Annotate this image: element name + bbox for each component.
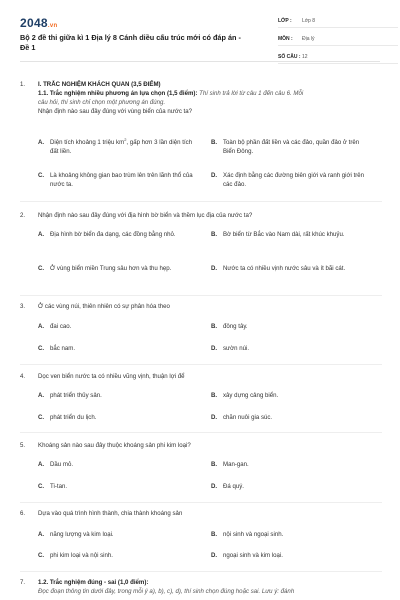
section-subtitle [38, 89, 382, 98]
option-text: phi kim loại và nội sinh. [50, 552, 113, 559]
question-number: 6. [20, 510, 26, 517]
q3-option-a[interactable] [38, 322, 198, 331]
option-text: sườn núi. [223, 345, 250, 352]
q2-option-d[interactable] [211, 264, 371, 273]
question-number: 1. [20, 81, 26, 88]
q2-option-b[interactable] [211, 230, 371, 239]
q5-option-a[interactable] [38, 460, 198, 469]
exam-meta [278, 14, 398, 68]
divider [20, 295, 382, 296]
q4-option-b[interactable] [211, 391, 371, 400]
q3-option-c[interactable] [38, 344, 198, 353]
question-7 [20, 578, 382, 596]
option-letter: C. [38, 414, 45, 421]
q4-option-d[interactable] [211, 413, 371, 422]
q6-option-a[interactable] [38, 530, 198, 539]
instruction-text: Đọc đoạn thông tin dưới đây, trong mỗi ý a), b), c), d), thí sinh chọn đúng hoặc sai. Lưu ý: đánh [38, 588, 295, 595]
section-title: I. TRẮC NGHIỆM KHÁCH QUAN (3,5 ĐIỂM) [38, 81, 161, 88]
instruction-text: Thí sinh trả lời từ câu 1 đến câu 6. Mỗi [199, 90, 304, 97]
option-letter: B. [211, 139, 218, 146]
meta-row-subject [278, 32, 398, 46]
question-number: 4. [20, 373, 26, 380]
option-text: đông tây. [223, 323, 248, 330]
meta-row-grade [278, 14, 398, 28]
divider [20, 571, 382, 572]
question-text: Nhận định nào sau đây đúng với địa hình bờ biển và thềm lục địa của nước ta? [38, 212, 253, 219]
site-logo[interactable] [20, 16, 57, 30]
option-letter: B. [211, 231, 218, 238]
option-letter: D. [211, 172, 218, 179]
option-text: Man-gan. [223, 461, 249, 468]
meta-label: LỚP : [278, 17, 292, 24]
option-text: Đá quý. [223, 483, 245, 490]
question-1 [20, 80, 382, 116]
divider [20, 201, 382, 202]
option-letter: B. [211, 323, 218, 330]
option-letter: C. [38, 483, 45, 490]
option-letter: A. [38, 139, 45, 146]
q5-option-d[interactable] [211, 482, 371, 491]
question-number: 7. [20, 579, 26, 586]
option-text: Địa hình bờ biển đa dạng, các đồng bằng nhỏ. [50, 231, 176, 238]
option-text: phát triển du lịch. [50, 414, 97, 421]
q1-option-b[interactable] [211, 138, 371, 156]
option-text: năng lượng và kim loại. [50, 531, 114, 538]
subtitle-text: 1.1. Trắc nghiệm nhiều phương án lựa chọn (1,5 điểm): [38, 90, 198, 97]
option-text: Diện tích khoảng 1 triệu $km^2$, gấp hơn 3 lần diện tích đất liền. [50, 136, 193, 155]
q1-option-a[interactable] [38, 138, 198, 156]
option-letter: D. [211, 414, 218, 421]
option-text: xây dựng cảng biển. [223, 392, 279, 399]
option-letter: A. [38, 392, 45, 399]
question-text: Nhận định nào sau đây đúng với vùng biển của nước ta? [38, 108, 193, 115]
option-text: Ở vùng biển miền Trung sâu hơn và thu hẹp. [50, 265, 172, 272]
option-letter: D. [211, 552, 218, 559]
option-letter: B. [211, 461, 218, 468]
question-text: Dọc ven biển nước ta có nhiều vũng vịnh, thuận lợi để [38, 373, 185, 380]
question-number: 3. [20, 303, 26, 310]
q6-option-b[interactable] [211, 530, 371, 539]
option-text: bắc nam. [50, 345, 76, 352]
option-letter: A. [38, 531, 45, 538]
q2-option-a[interactable] [38, 230, 198, 239]
option-text: chăn nuôi gia súc. [223, 414, 273, 421]
option-text: Nước ta có nhiều vịnh nước sâu và ít bãi cát. [223, 265, 346, 272]
option-text: Xác định bằng các đường biên giới và ranh giới trên các đảo. [223, 172, 365, 188]
option-letter: B. [211, 392, 218, 399]
q5-option-c[interactable] [38, 482, 198, 491]
q2-option-c[interactable] [38, 264, 198, 273]
q4-option-c[interactable] [38, 413, 198, 422]
option-text: Là khoảng không gian bao trùm lên trên lãnh thổ của nước ta. [50, 172, 193, 188]
option-letter: D. [211, 265, 218, 272]
option-text: phát triển thủy sản. [50, 392, 102, 399]
q1-option-c[interactable] [38, 171, 198, 189]
question-number: 5. [20, 442, 26, 449]
meta-value: Lớp 8 [302, 17, 316, 24]
question-3 [20, 302, 382, 311]
option-letter: A. [38, 461, 45, 468]
meta-value: Địa lý [302, 35, 315, 42]
section-subtitle: 1.2. Trắc nghiệm đúng - sai (1,0 điểm): [38, 579, 149, 586]
divider [20, 364, 382, 365]
meta-value: 12 [302, 53, 308, 60]
option-letter: D. [211, 345, 218, 352]
q3-option-b[interactable] [211, 322, 371, 331]
option-letter: B. [211, 531, 218, 538]
question-6 [20, 509, 382, 518]
page-header [20, 0, 380, 62]
option-text: Ti-tan. [50, 483, 68, 490]
option-letter: C. [38, 265, 45, 272]
question-text: Khoáng sản nào sau đây thuộc khoáng sản phi kim loại? [38, 442, 191, 449]
q5-option-b[interactable] [211, 460, 371, 469]
question-5 [20, 441, 382, 450]
question-text: Dựa vào quá trình hình thành, chia thành khoáng sản [38, 510, 183, 517]
option-text: ngoại sinh và kim loại. [223, 552, 283, 559]
option-letter: D. [211, 483, 218, 490]
logo-tld: .vn [47, 23, 58, 29]
instruction-continued: câu hỏi, thí sinh chỉ chọn một phương án đúng. [38, 99, 166, 106]
option-letter: C. [38, 172, 45, 179]
document-title: Bộ 2 đề thi giữa kì 1 Địa lý 8 Cánh diều cấu trúc mới có đáp án - Đề 1 [20, 33, 241, 52]
divider [20, 502, 382, 503]
question-4 [20, 372, 382, 381]
q6-option-d[interactable] [211, 551, 371, 560]
meta-label: MÔN : [278, 35, 293, 42]
q4-option-a[interactable] [38, 391, 198, 400]
option-text: Dầu mỏ. [50, 461, 74, 468]
q3-option-d[interactable] [211, 344, 371, 353]
meta-label: SỐ CÂU : [278, 53, 301, 60]
option-text: Toàn bộ phần đất liền và các đảo, quần đảo ở trên Biển Đông. [223, 139, 360, 155]
question-2 [20, 211, 382, 220]
option-text: Bờ biển từ Bắc vào Nam dài, rất khúc khuỷu. [223, 231, 345, 238]
question-number: 2. [20, 212, 26, 219]
option-letter: A. [38, 231, 45, 238]
option-letter: A. [38, 323, 45, 330]
divider [20, 432, 382, 433]
option-letter: C. [38, 552, 45, 559]
option-text: nội sinh và ngoại sinh. [223, 531, 284, 538]
q1-option-d[interactable] [211, 171, 371, 189]
option-text: đai cao. [50, 323, 72, 330]
question-text: Ở các vùng núi, thiên nhiên có sự phân hóa theo [38, 303, 170, 310]
logo-main: 2048 [20, 16, 48, 30]
q6-option-c[interactable] [38, 551, 198, 560]
option-letter: C. [38, 345, 45, 352]
meta-row-count [278, 50, 398, 64]
